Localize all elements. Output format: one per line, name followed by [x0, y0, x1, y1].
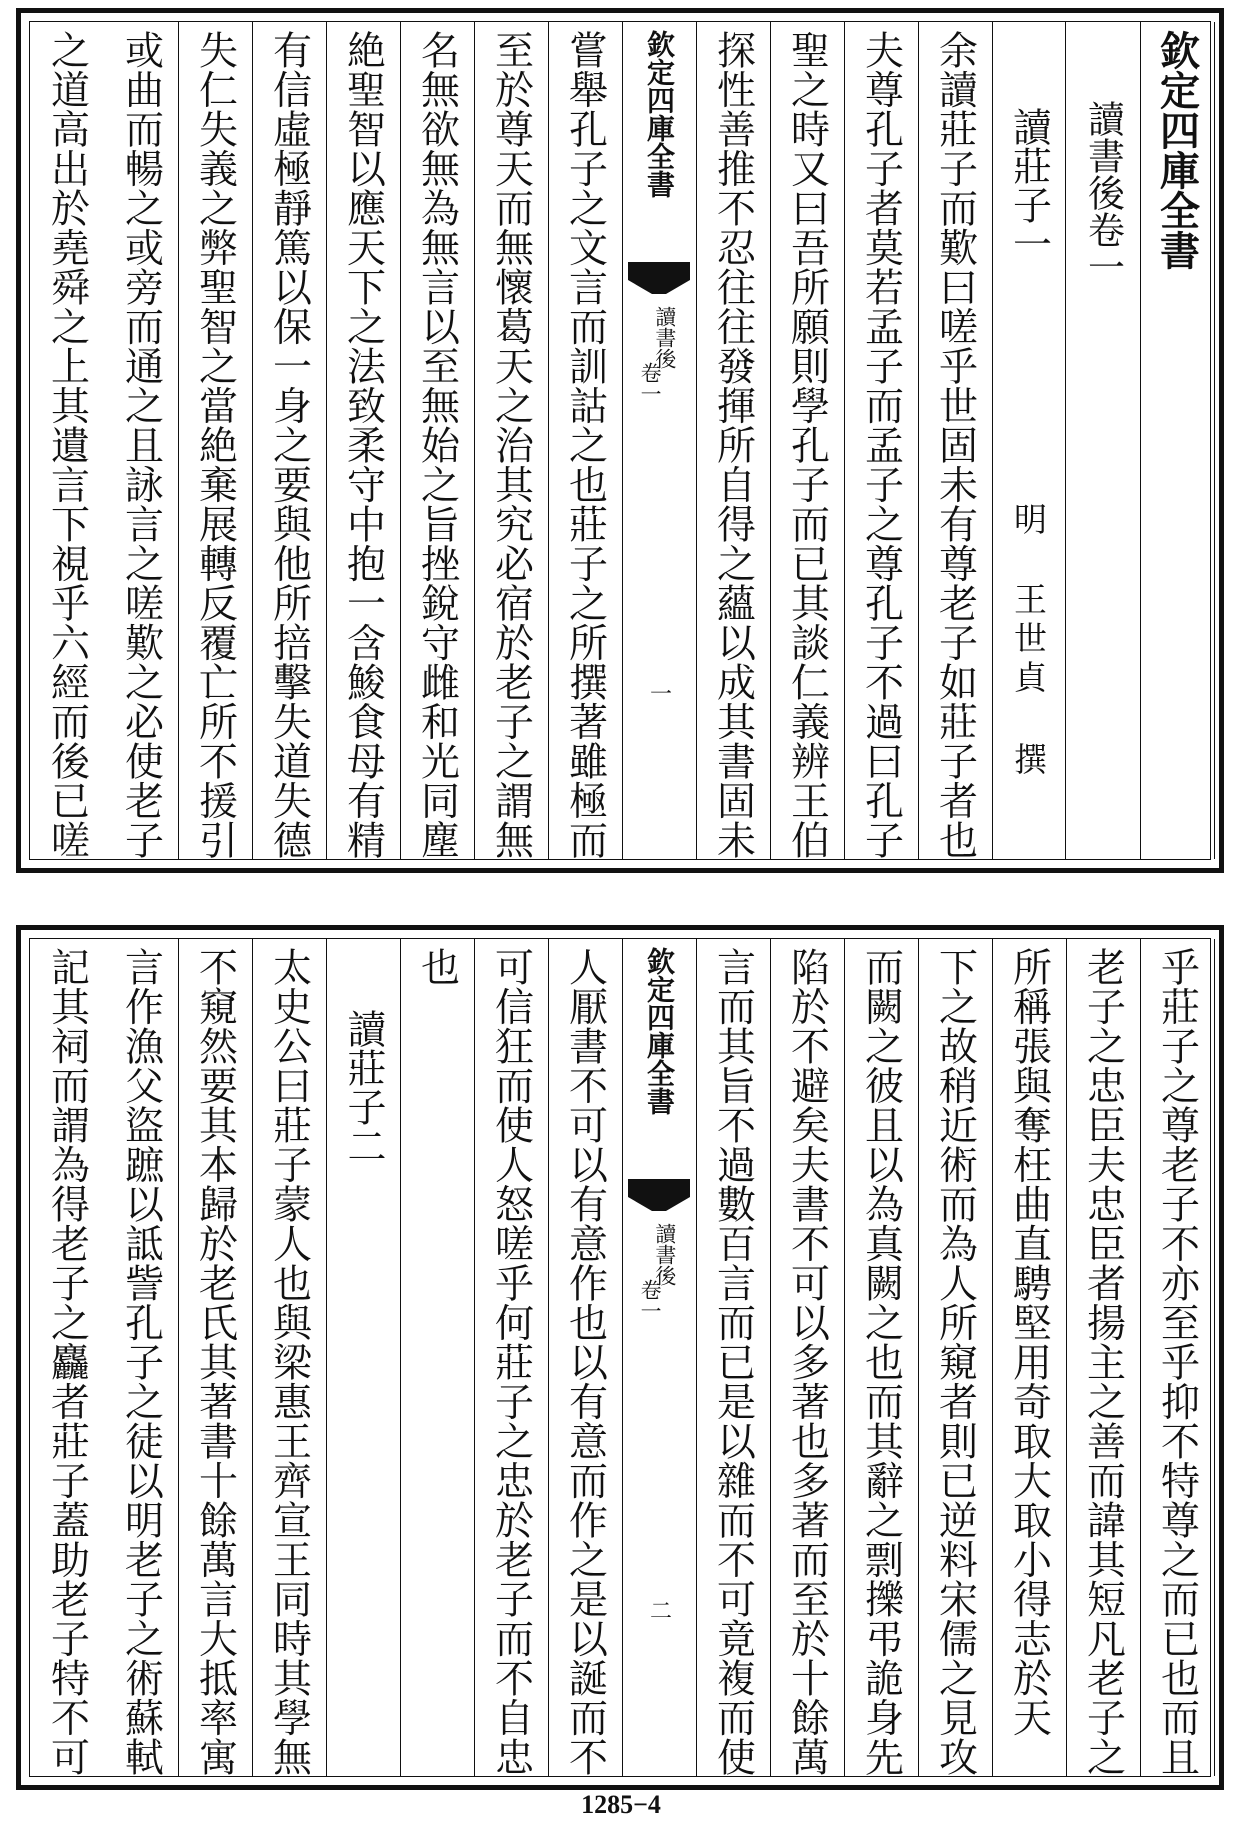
- heading-column: [326, 939, 401, 1776]
- folio-number: 一: [646, 682, 672, 704]
- center-label-line: 卷一: [638, 362, 663, 404]
- text-column: [1066, 939, 1141, 1776]
- text-column: [1140, 939, 1215, 1776]
- text-line: 名無欲無為無言以至無始之旨挫銳守雌和光同塵: [414, 30, 460, 860]
- center-label-line: 讀書後: [652, 1223, 677, 1286]
- fish-tail: [622, 262, 696, 851]
- page-footer-number: 1285−4: [581, 1790, 661, 1819]
- page-two-frame: [29, 938, 1211, 1777]
- page-one-frame: [29, 21, 1211, 860]
- text-line: 至於尊天而無懷葛天之治其究必宿於老子之謂無: [488, 30, 534, 860]
- text-line: 下之故稍近術而為人所窺者則已逆料宋儒之見攻: [932, 947, 978, 1777]
- text-line: 絶聖智以應天下之法致柔守中抱一含鮻食母有精: [340, 30, 386, 860]
- text-column: [178, 22, 253, 859]
- text-line: 言作漁父盜蹠以詆訾孔子之徒以明老子之術蘇軾: [118, 947, 164, 1777]
- text-column: [104, 939, 179, 1776]
- text-line: 之道高出於堯舜之上其遺言下視乎六經而後已嗟: [44, 30, 90, 860]
- text-line: 人厭書不可以有意作也以有意而作之是以誕而不: [562, 947, 608, 1777]
- book-title: 欽定四庫全書: [1153, 30, 1201, 270]
- author-column: [992, 22, 1066, 859]
- text-line: 言而其旨不過數百言而已是以雜而不可竟複而使: [710, 947, 756, 1777]
- center-margin-column: [622, 939, 697, 1776]
- text-line: 嘗舉孔子之文言而訓詁之也莊子之所撰著雖極而: [562, 30, 608, 860]
- author-role: 撰: [1009, 742, 1048, 775]
- text-column: [252, 22, 327, 859]
- center-margin-column: [622, 22, 697, 859]
- fish-tail-notch: [628, 280, 690, 294]
- text-column: [30, 22, 104, 859]
- folio-number: 二: [646, 1599, 672, 1621]
- text-column: [696, 22, 771, 859]
- text-line: 而闕之彼且以為真闕之也而其辭之剽擽弔詭身先: [858, 947, 904, 1777]
- text-column: [918, 939, 993, 1776]
- text-column: [918, 22, 993, 859]
- text-column: [770, 22, 845, 859]
- fish-tail-notch: [628, 1197, 690, 1211]
- text-column: [326, 22, 401, 859]
- fish-tail-block: [628, 1179, 690, 1197]
- text-column: [104, 22, 179, 859]
- fish-tail-block: [628, 262, 690, 280]
- text-line: 失仁失義之弊聖智之當絶棄展轉反覆亡所不援引: [192, 30, 238, 860]
- center-book-title: 欽定四庫全書: [643, 947, 676, 1115]
- text-line: 探性善推不忍往往發揮所自得之蘊以成其書固未: [710, 30, 756, 860]
- text-line: 余讀莊子而歎曰嗟乎世固未有尊老子如莊子者也: [932, 30, 978, 860]
- book-title-column: [1140, 22, 1215, 859]
- page-two: [16, 925, 1224, 1790]
- text-column: [548, 939, 623, 1776]
- text-line: 不窺然要其本歸於老氏其著書十餘萬言大抵率寓: [192, 947, 238, 1777]
- volume-title: 讀書後卷一: [1081, 100, 1125, 285]
- text-line: 有信虛極靜篤以保一身之要與他所掊擊失道失德: [266, 30, 312, 860]
- text-line: 聖之時又曰吾所願則學孔子而已其談仁義辨王伯: [784, 30, 830, 860]
- center-label-line: 卷一: [638, 1279, 663, 1321]
- text-column: [696, 939, 771, 1776]
- essay-heading: 讀莊子二: [341, 1009, 386, 1165]
- text-line: 也: [414, 947, 460, 987]
- page-one: [16, 8, 1224, 873]
- author-name: 王世貞: [1009, 582, 1048, 699]
- text-line: 夫尊孔子者莫若孟子而孟子之尊孔子不過曰孔子: [858, 30, 904, 860]
- text-line: 或曲而暢之或旁而通之且詠言之嗟歎之必使老子: [118, 30, 164, 860]
- center-label-line: 讀書後: [652, 306, 677, 369]
- text-line: 可信狂而使人怒嗟乎何莊子之忠於老子而不自忠: [488, 947, 534, 1777]
- text-column: [992, 939, 1067, 1776]
- text-column: [474, 22, 549, 859]
- text-column: [474, 939, 549, 1776]
- text-line: 老子之忠臣夫忠臣者揚主之善而諱其短凡老子之: [1080, 947, 1126, 1777]
- text-column: [178, 939, 253, 1776]
- text-line: 乎莊子之尊老子不亦至乎抑不特尊之而已也而且: [1154, 947, 1200, 1777]
- text-line: 陷於不避矣夫書不可以多著也多著而至於十餘萬: [784, 947, 830, 1777]
- text-line: 記其祠而謂為得老子之麤者莊子蓋助老子特不可: [44, 947, 90, 1777]
- text-column: [844, 939, 919, 1776]
- text-column: [30, 939, 104, 1776]
- text-column: [844, 22, 919, 859]
- text-line: 太史公曰莊子蒙人也與梁惠王齊宣王同時其學無: [266, 947, 312, 1777]
- text-column: [548, 22, 623, 859]
- text-column: [400, 22, 475, 859]
- volume-title-column: [1065, 22, 1141, 859]
- text-line: 所稱張與奪枉曲直騁堅用奇取大取小得志於天: [1006, 947, 1052, 1737]
- text-column: [770, 939, 845, 1776]
- dynasty: 明: [1009, 502, 1048, 535]
- fish-tail: [622, 1179, 696, 1768]
- center-book-title: 欽定四庫全書: [643, 30, 676, 198]
- text-column: [400, 939, 475, 1776]
- text-column: [252, 939, 327, 1776]
- essay-heading: 讀莊子一: [1006, 107, 1052, 263]
